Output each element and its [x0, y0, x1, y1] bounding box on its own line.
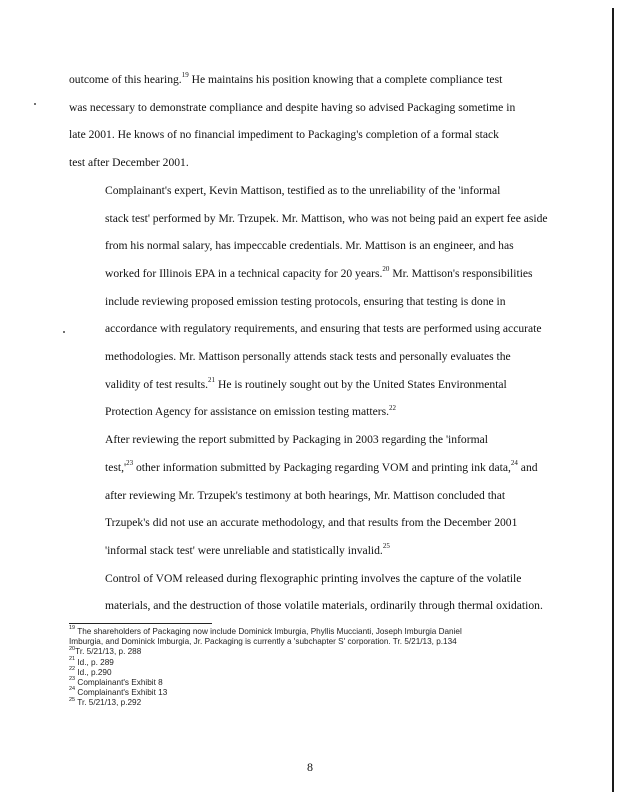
text-line — [69, 343, 529, 371]
footnote-text: Complainant's Exhibit 13 — [75, 688, 168, 698]
text-line — [69, 454, 538, 482]
text-run: After reviewing the report submitted by Packaging in 2003 regarding the 'informal — [105, 433, 488, 447]
text-run: and — [517, 460, 538, 474]
text-run: Protection Agency for assistance on emission testing matters. — [105, 405, 389, 419]
text-line — [69, 371, 529, 399]
footnote-ref: 23 — [126, 458, 134, 467]
scan-speck — [34, 103, 36, 105]
text-run: was necessary to demonstrate compliance and despite having so advised Packaging sometime in — [69, 100, 516, 114]
scan-speck — [63, 331, 65, 333]
text-run: from his normal salary, has impeccable credentials. Mr. Mattison is an engineer, and has — [105, 239, 514, 253]
footnote-number: 23 — [69, 676, 76, 683]
text-line — [69, 177, 529, 205]
text-run: include reviewing proposed emission testing protocols, ensuring that testing is done in — [105, 294, 506, 308]
page-number: 8 — [307, 760, 313, 774]
scan-edge-rule — [612, 8, 614, 792]
footnote-number: 20 — [69, 645, 76, 652]
footnote-text: Id., p. 289 — [75, 657, 114, 667]
footnote-separator — [69, 623, 212, 624]
footnote-fn25 — [69, 698, 539, 708]
text-run: stack test' performed by Mr. Trzupek. Mr. Mattison, who was not being paid an expert fee aside — [105, 211, 548, 225]
text-line — [69, 482, 529, 510]
text-run: after reviewing Mr. Trzupek's testimony at both hearings, Mr. Mattison concluded that — [105, 488, 506, 502]
text-run: outcome of this hearing. — [69, 73, 182, 86]
footnote-fn19b — [69, 637, 539, 647]
text-line — [69, 509, 529, 537]
text-run: materials, and the destruction of those volatile materials, ordinarily through thermal oxidation. — [105, 599, 543, 613]
text-run: worked for Illinois EPA in a technical capacity for 20 years. — [105, 266, 383, 280]
text-line — [69, 149, 529, 177]
text-run: Complainant's expert, Kevin Mattison, testified as to the unreliability of the 'informal — [105, 183, 501, 197]
text-run: accordance with regulatory requirements, and ensuring that tests are performed using accurate — [105, 322, 542, 336]
text-line — [69, 592, 543, 620]
text-run: He is routinely sought out by the United States Environmental — [215, 377, 507, 391]
footnote-fn23 — [69, 678, 539, 688]
footnote-ref: 22 — [389, 403, 396, 412]
footnote-ref: 24 — [510, 458, 518, 467]
text-run: He maintains his position knowing that a complete compliance test — [188, 73, 503, 86]
footnote-fn22 — [69, 668, 539, 678]
footnote-number: 22 — [69, 666, 76, 673]
text-run: methodologies. Mr. Mattison personally attends stack tests and personally evaluates the — [105, 350, 511, 364]
text-run: Control of VOM released during flexographic printing involves the capture of the volatile — [105, 571, 522, 585]
text-run: Trzupek's did not use an accurate methodology, and that results from the December 2001 — [105, 516, 518, 530]
text-line — [69, 565, 529, 593]
footnote-number: 21 — [69, 655, 76, 662]
paragraph-p4 — [69, 565, 543, 620]
footnote-ref: 20 — [382, 265, 390, 274]
text-line — [69, 205, 548, 233]
footnote-fn19 — [69, 627, 539, 637]
text-run: 'informal stack test' were unreliable and statistically invalid. — [105, 543, 383, 557]
footnote-number: 25 — [69, 696, 76, 703]
footnote-text: Tr. 5/21/13, p. 288 — [75, 647, 142, 657]
text-run: validity of test results. — [105, 377, 209, 391]
text-run: test after December 2001. — [69, 156, 189, 170]
footnote-ref: 19 — [181, 71, 189, 80]
text-line — [69, 232, 529, 260]
text-run: late 2001. He knows of no financial impediment to Packaging's completion of a formal stack — [69, 128, 499, 142]
text-line — [69, 315, 542, 343]
text-line — [69, 398, 529, 426]
text-line — [69, 260, 533, 288]
footnote-text: The shareholders of Packaging now include Dominick Imburgia, Phyllis Muccianti, Joseph Imburgia Daniel — [75, 627, 462, 636]
text-line — [69, 426, 529, 454]
paragraph-p3 — [69, 426, 538, 565]
body-text — [69, 66, 548, 620]
text-run: other information submitted by Packaging regarding VOM and printing ink data, — [133, 460, 511, 474]
text-line — [69, 288, 529, 316]
footnote-number: 19 — [69, 625, 76, 632]
footnote-ref: 21 — [208, 375, 216, 384]
footnote-fn20 — [69, 647, 539, 657]
text-line — [69, 121, 529, 149]
text-run: Mr. Mattison's responsibilities — [389, 266, 533, 280]
footnote-text: Id., p.290 — [75, 667, 112, 677]
text-line — [69, 94, 529, 122]
paragraph-p2 — [69, 177, 548, 426]
paragraph-p1 — [69, 66, 529, 177]
footnote-text: Complainant's Exhibit 8 — [75, 678, 163, 688]
footnotes — [69, 627, 539, 709]
text-run: test,' — [105, 460, 127, 474]
footnote-ref: 25 — [382, 542, 390, 551]
text-line — [69, 537, 529, 565]
text-line — [69, 66, 529, 94]
footnote-text: Imburgia, and Dominick Imburgia, Jr. Packaging is currently a 'subchapter S' corporation. Tr. 5/21/13, p.134 — [69, 637, 457, 647]
footnote-fn24 — [69, 688, 539, 698]
footnote-number: 24 — [69, 686, 76, 693]
footnote-text: Tr. 5/21/13, p.292 — [75, 698, 142, 708]
footnote-fn21 — [69, 655, 539, 668]
